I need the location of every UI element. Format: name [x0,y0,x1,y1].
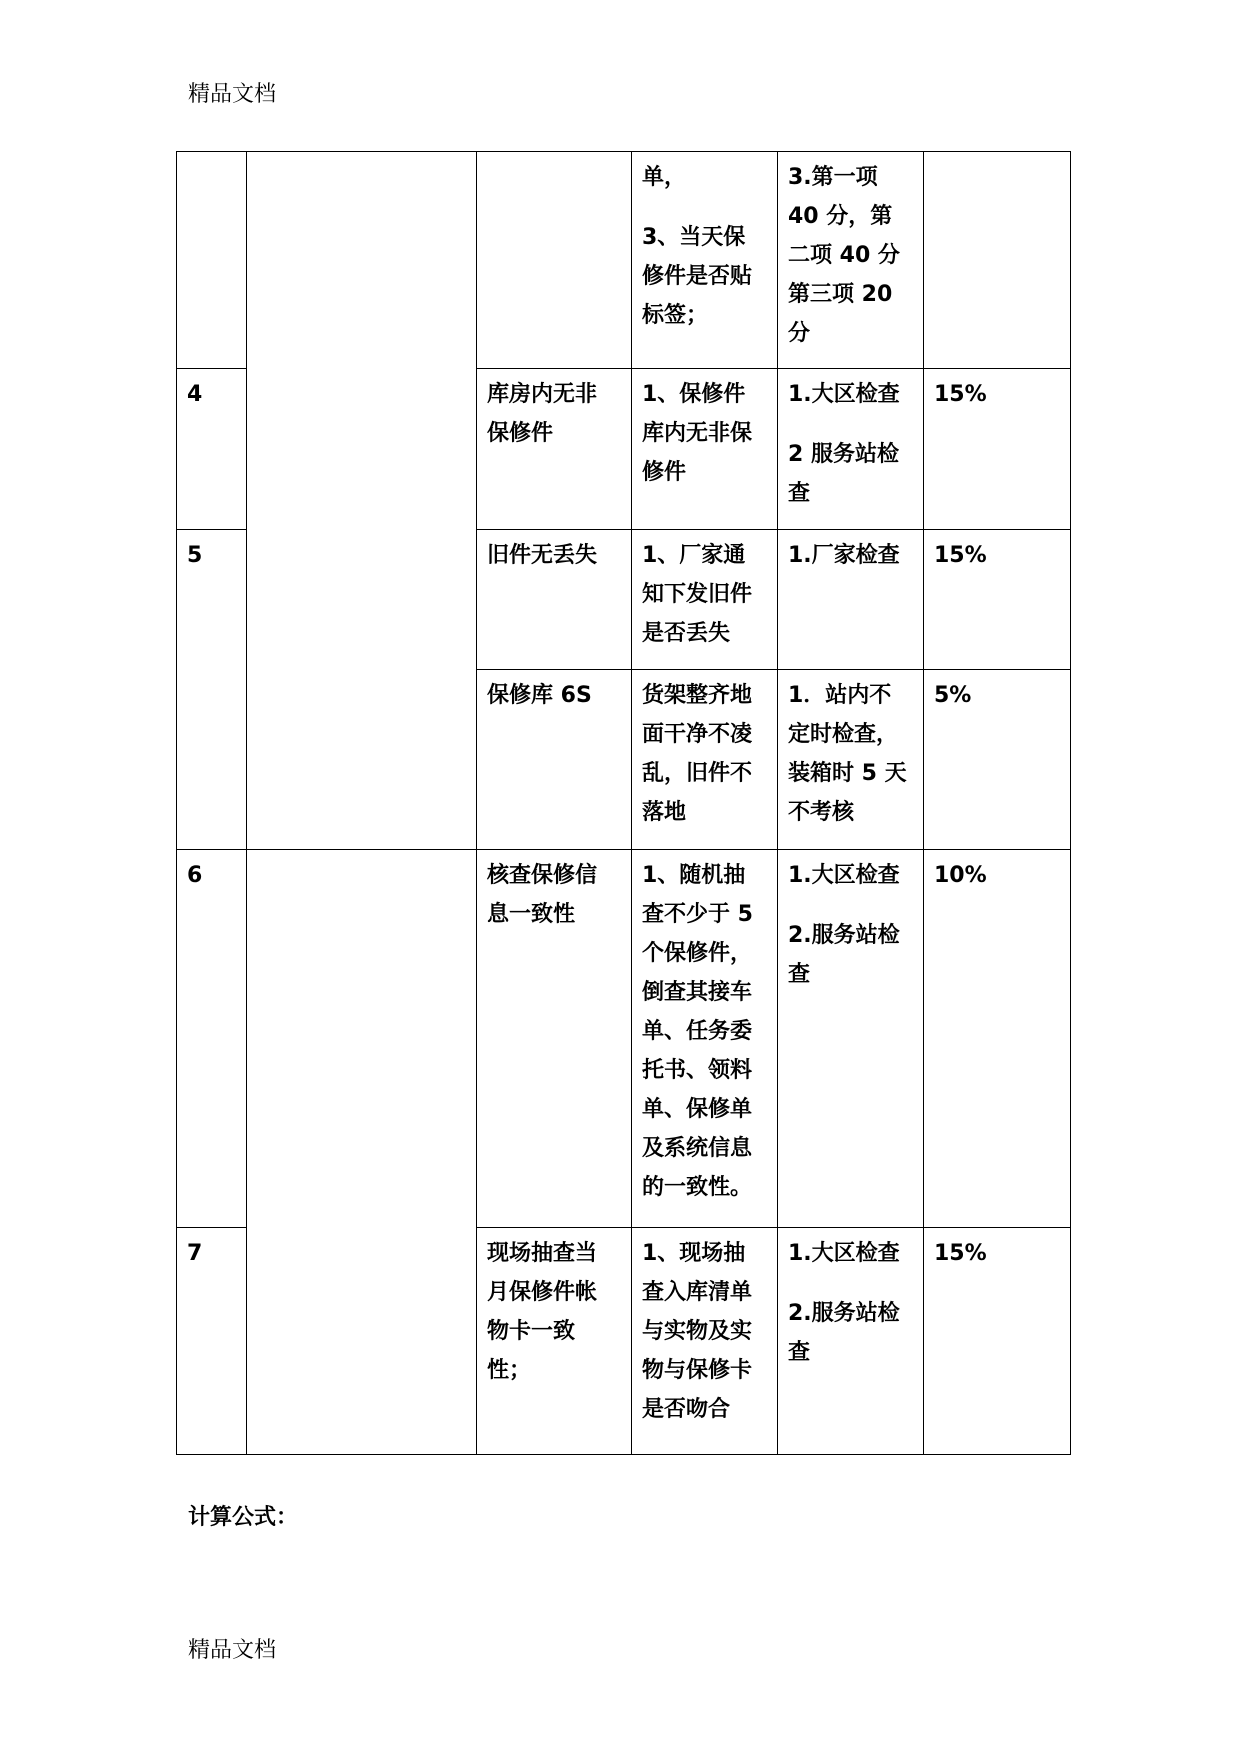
check-cell: 1.大区检查 2.服务站检 查 [778,1228,924,1455]
category-cell [247,152,477,850]
category-cell [247,850,477,1455]
method-cell: 1、厂家通 知下发旧件 是否丢失 [632,530,778,670]
weight-cell: 15% [924,369,1071,530]
check-cell: 1.大区检查 2 服务站检 查 [778,369,924,530]
method-cell: 1、随机抽 查不少于 5 个保修件， 倒查其接车 单、任务委 托书、领料 单、保修单 及系统信息 的一致性。 [632,850,778,1228]
weight-cell: 10% [924,850,1071,1228]
method-cell: 1、保修件 库内无非保 修件 [632,369,778,530]
assessment-table [176,151,1071,1455]
table-row [177,850,1071,1228]
page-footer: 精品文档 [188,1638,277,1663]
check-cell: 1.大区检查 2.服务站检 查 [778,850,924,1228]
page-header: 精品文档 [188,82,277,107]
check-cell: 3.第一项 40 分，第 二项 40 分 第三项 20 分 [778,152,924,369]
item-cell [477,152,632,369]
item-cell: 库房内无非 保修件 [477,369,632,530]
check-cell: 1.厂家检查 [778,530,924,670]
table-row [177,152,1071,369]
row-number: 6 [177,850,247,1228]
row-number [177,152,247,369]
row-number: 5 [177,530,247,850]
method-cell: 单， 3、当天保 修件是否贴 标签； [632,152,778,369]
method-cell: 1、现场抽 查入库清单 与实物及实 物与保修卡 是否吻合 [632,1228,778,1455]
weight-cell: 15% [924,1228,1071,1455]
check-cell: 1．站内不 定时检查， 装箱时 5 天 不考核 [778,670,924,850]
method-cell: 货架整齐地 面干净不凌 乱，旧件不 落地 [632,670,778,850]
weight-cell [924,152,1071,369]
formula-label: 计算公式： [188,1505,299,1530]
weight-cell: 5% [924,670,1071,850]
item-cell: 保修库 6S [477,670,632,850]
item-cell: 核查保修信 息一致性 [477,850,632,1228]
item-cell: 旧件无丢失 [477,530,632,670]
row-number: 7 [177,1228,247,1455]
item-cell: 现场抽查当 月保修件帐 物卡一致 性； [477,1228,632,1455]
weight-cell: 15% [924,530,1071,670]
row-number: 4 [177,369,247,530]
